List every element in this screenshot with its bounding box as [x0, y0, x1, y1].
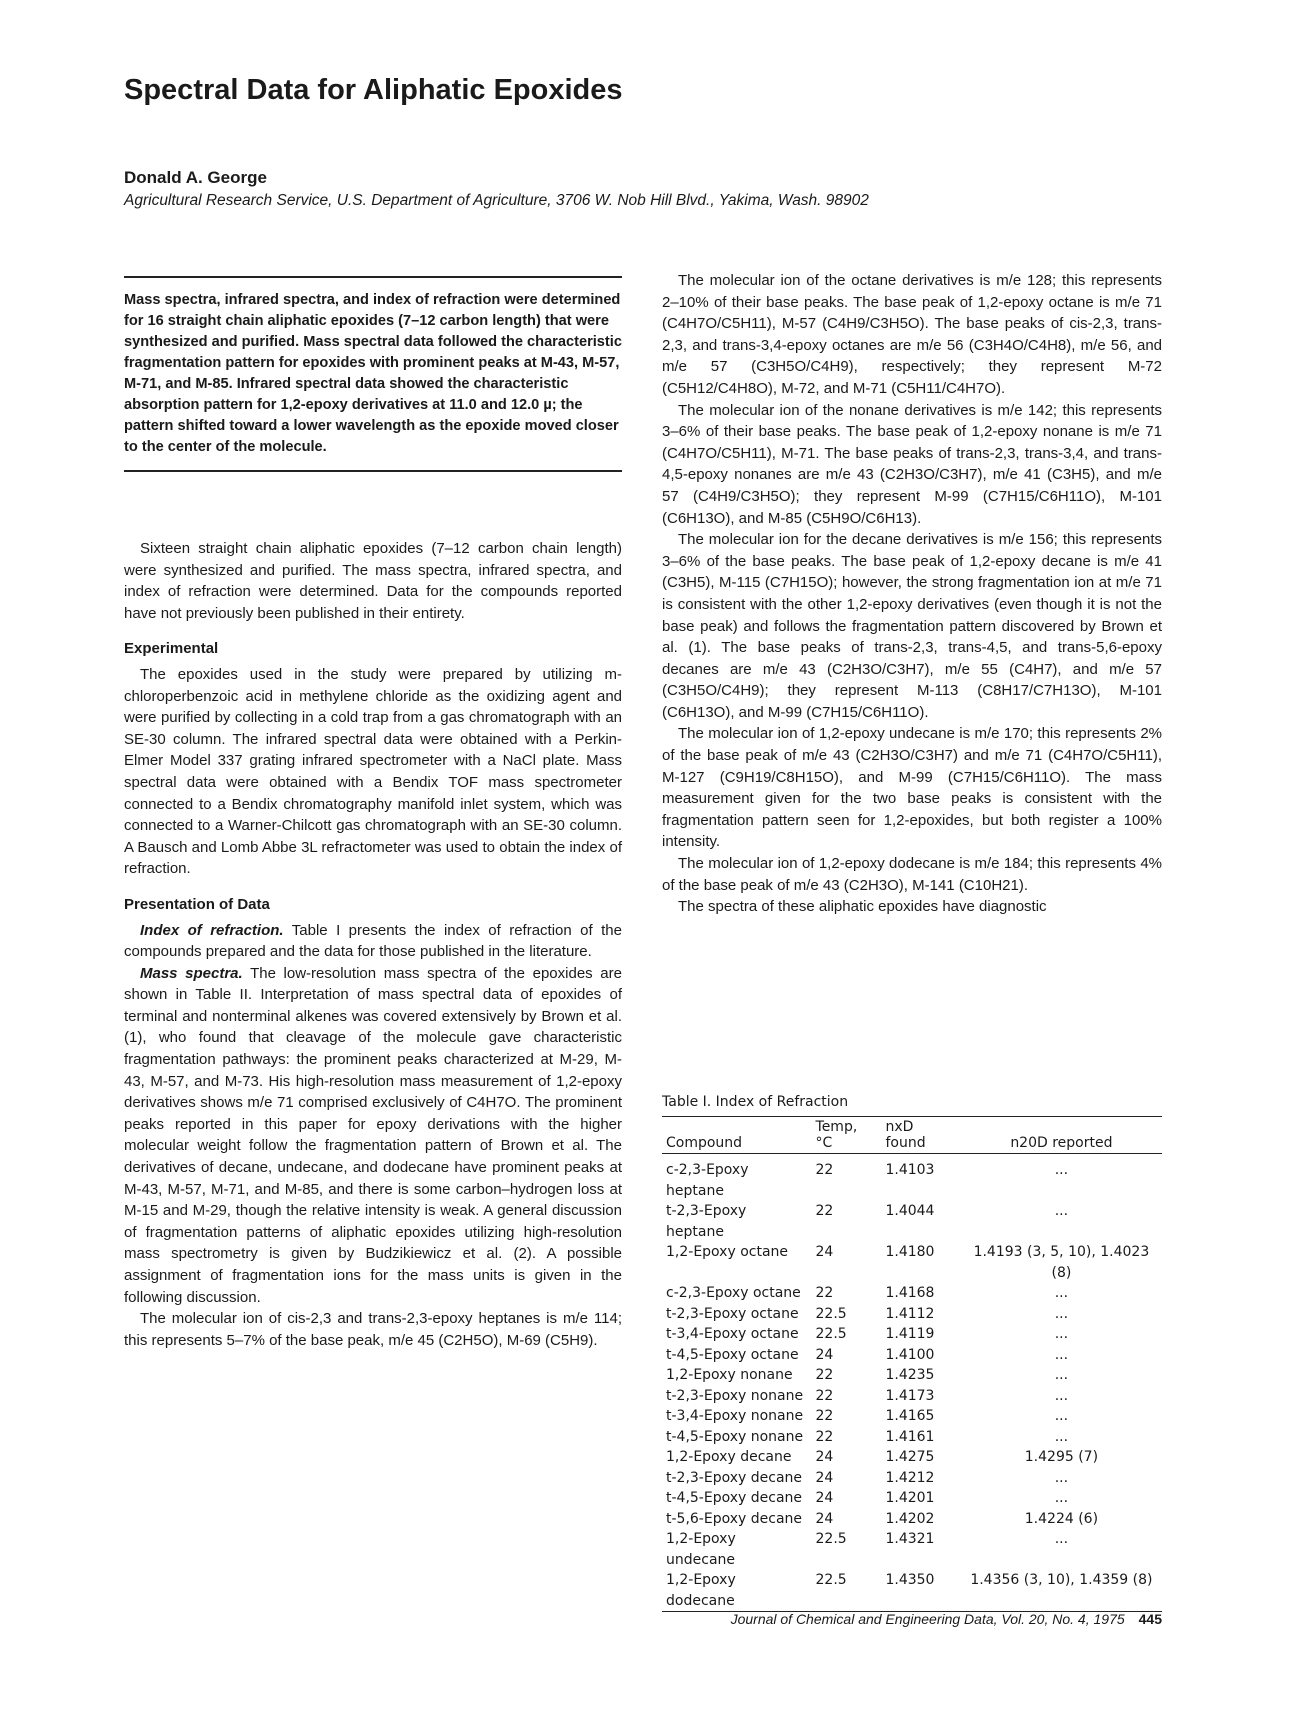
table-row [662, 1345, 1162, 1366]
cell-compound: 1,2-Epoxy undecane [666, 1531, 736, 1568]
cell-found: 1.4119 [885, 1326, 935, 1342]
cell-compound: t-3,4-Epoxy nonane [666, 1408, 804, 1424]
experimental-heading: Experimental [124, 640, 219, 658]
cell-temp: 22.5 [815, 1531, 847, 1547]
page-number: 445 [1138, 1611, 1162, 1627]
cell-reported: ... [1054, 1428, 1069, 1445]
nonane-paragraph: The molecular ion of the nonane derivatives is m/e 142; this represents 3–6% of their base peaks. The base peak of 1,2-epoxy nonane is m/e 71 (C4H7O/C5H11), M-71. The base peaks of trans-2,3, trans-3,4, and trans-4,5-epoxy nonanes are m/e 43 (C2H3O/C3H7), m/e 41 (C3H5), and m/e 57 (C4H9/C3H5O); they represent M-99 (C7H15/C6H11O), M-101 (C6H13O), and M-85 (C5H9O/C6H13). [662, 401, 1162, 527]
heptane-paragraph: The molecular ion of cis-2,3 and trans-2,3-epoxy heptanes is m/e 114; this represents 5–7% of the base peak, m/e 45 (C2H5O), M-69 (C5H9). [124, 1310, 622, 1349]
cell-found: 1.4235 [885, 1367, 935, 1383]
undecane-paragraph: The molecular ion of 1,2-epoxy undecane is m/e 170; this represents 2% of the base peak of m/e 43 (C2H3O/C3H7) and m/e 71 (C4H7O/C5H11), M-127 (C9H19/C8H15O), and M-99 (C7H15/C6H11O). The mass measurement given for the two base peaks is consistent with the fragmentation pattern seen for 1,2-epoxides, but both register a 100% intensity. [662, 725, 1162, 851]
cell-reported: 1.4356 (3, 10), 1.4359 (8) [970, 1572, 1153, 1588]
table-row [662, 1365, 1162, 1386]
cell-found: 1.4168 [885, 1285, 935, 1301]
header-found: nxD found [885, 1119, 926, 1151]
octane-paragraph: The molecular ion of the octane derivatives is m/e 128; this represents 2–10% of their base peaks. The base peak of 1,2-epoxy octane is m/e 71 (C4H7O/C5H11), M-57 (C4H9/C3H5O). The base peaks of cis-2,3, trans-2,3, and trans-3,4-epoxy octanes are m/e 56 (C3H4O/C4H8), m/e 56, and m/e 57 (C3H5O/C4H9), respectively; they represent M-72 (C5H12/C4H8O), M-72, and M-71 (C5H11/C4H7O). [662, 272, 1162, 397]
decane-paragraph: The molecular ion for the decane derivatives is m/e 156; this represents 3–6% of the base peaks. The base peak of 1,2-epoxy decane is m/e 41 (C3H5), M-115 (C7H15O); however, the strong fragmentation ion at m/e 71 is consistent with the other 1,2-epoxy derivatives (even though it is not the base peak) and follows the fragmentation pattern discovered by Brown et al. (1). The base peaks of trans-2,3, trans-4,5, and trans-5,6-epoxy decanes are m/e 43 (C2H3O/C3H7), m/e 55 (C4H7), and m/e 57 (C3H5O/C4H9); they represent M-113 (C8H17/C7H13O), M-101 (C6H13O), and M-99 (C7H15/C6H11O). [662, 531, 1162, 721]
table-row [662, 1154, 1162, 1202]
header-reported: n20D reported [1010, 1135, 1113, 1151]
cell-temp: 22.5 [815, 1305, 847, 1322]
cell-reported: ... [1054, 1203, 1069, 1219]
index-paragraph [124, 920, 622, 963]
cell-compound: 1,2-Epoxy nonane [666, 1367, 793, 1383]
cell-temp: 24 [815, 1449, 834, 1465]
mass-text: The low-resolution mass spectra of the epoxides are shown in Table II. Interpretation of mass spectral data of epoxides of terminal and nonterminal alkenes was covered extensively by Brown et al. (1), who found that cleavage of the molecule gave characteristic fragmentation pathways: the prominent peaks characterized at M-29, M-43, M-57, and M-73. His high-resolution mass measurement of 1,2-epoxy derivatives shows m/e 71 comprised exclusively of C4H7O. The prominent peaks reported in this paper for epoxy derivations with the higher molecular weight follow the fragmentation pattern of Brown et al. The derivatives of decane, undecane, and dodecane have prominent peaks at M-43, M-57, M-71, and M-85, and there is some carbon–hydrogen loss at M-15 and M-29, though the relative intensity is weak. A general discussion of fragmentation patterns of aliphatic epoxides utilizing high-resolution mass spectrometry is given by Budzikiewicz et al. (2). A possible assignment of fragmentation ions for the mass units is given in the following discussion. [124, 964, 622, 1306]
cell-compound: t-2,3-Epoxy nonane [666, 1387, 804, 1404]
cell-compound: t-2,3-Epoxy octane [666, 1305, 799, 1322]
cell-temp: 22.5 [815, 1326, 847, 1342]
table-row [662, 1509, 1162, 1530]
header-temp: Temp, °C [815, 1119, 858, 1151]
cell-compound: c-2,3-Epoxy octane [666, 1285, 801, 1301]
cell-found: 1.4112 [885, 1305, 935, 1322]
table-caption: Table I. Index of Refraction [662, 1094, 849, 1110]
table-row [662, 1324, 1162, 1345]
author-affiliation: Agricultural Research Service, U.S. Department of Agriculture, 3706 W. Nob Hill Blvd., Yakima, Wash. 98902 [124, 192, 869, 209]
cell-temp: 22 [815, 1387, 834, 1404]
cell-found: 1.4201 [885, 1490, 935, 1506]
cell-found: 1.4180 [885, 1244, 935, 1260]
cell-found: 1.4212 [885, 1469, 935, 1486]
cell-reported: ... [1054, 1469, 1069, 1486]
table-row [662, 1386, 1162, 1407]
table-header-row [662, 1117, 1162, 1154]
cell-found: 1.4173 [885, 1387, 935, 1404]
cell-reported: 1.4224 (6) [1024, 1510, 1099, 1527]
cell-found: 1.4044 [885, 1203, 935, 1219]
table-row [662, 1427, 1162, 1448]
cell-reported: ... [1054, 1408, 1069, 1424]
cell-reported: ... [1054, 1285, 1069, 1301]
table-row [662, 1488, 1162, 1509]
presentation-heading: Presentation of Data [124, 895, 270, 913]
cell-compound: 1,2-Epoxy octane [666, 1244, 789, 1260]
mass-runin-heading: Mass spectra. [140, 964, 243, 982]
cell-reported: ... [1054, 1326, 1069, 1342]
author-name: Donald A. George [124, 168, 267, 187]
cell-reported: ... [1054, 1387, 1069, 1404]
cell-compound: t-3,4-Epoxy octane [666, 1326, 799, 1342]
cell-reported: 1.4193 (3, 5, 10), 1.4023 (8) [973, 1244, 1150, 1281]
index-runin-heading: Index of refraction. [140, 921, 284, 939]
cell-compound: 1,2-Epoxy dodecane [666, 1572, 736, 1609]
cell-temp: 24 [815, 1346, 834, 1363]
introduction [124, 538, 622, 624]
table-row [662, 1468, 1162, 1489]
cell-reported: 1.4295 (7) [1024, 1449, 1099, 1465]
table-row [662, 1304, 1162, 1325]
cell-compound: t-2,3-Epoxy decane [666, 1469, 803, 1486]
cell-reported: ... [1054, 1367, 1069, 1383]
journal-citation: Journal of Chemical and Engineering Data, Vol. 20, No. 4, 1975 [730, 1611, 1125, 1627]
cell-temp: 24 [815, 1244, 834, 1260]
cell-found: 1.4100 [885, 1346, 935, 1363]
abstract: Mass spectra, infrared spectra, and index of refraction were determined for 16 straight chain aliphatic epoxides (7–12 carbon length) that were synthesized and purified. Mass spectral data followed the characteristic fragmentation pattern for epoxides with prominent peaks at M-43, M-57, M-71, and M-85. Infrared spectral data showed the characteristic absorption pattern for 1,2-epoxy derivatives at 11.0 and 12.0 µ; the pattern shifted toward a lower wavelength as the epoxide moved closer to the center of the molecule. [124, 276, 622, 472]
table-row [662, 1447, 1162, 1468]
left-column [124, 276, 622, 1351]
cell-temp: 24 [815, 1510, 834, 1527]
page-footer [662, 1611, 1162, 1627]
page-title: Spectral Data for Aliphatic Epoxides [124, 74, 623, 106]
cell-found: 1.4103 [885, 1162, 935, 1178]
cell-reported: ... [1054, 1531, 1069, 1547]
index-text: Table I presents the index of refraction of the compounds prepared and the data for those published in the literature. [124, 921, 622, 961]
cell-found: 1.4350 [885, 1572, 935, 1588]
experimental-paragraph: The epoxides used in the study were prepared by utilizing m-chloroperbenzoic acid in methylene chloride as the oxidizing agent and were purified by collecting in a cold trap from a gas chromatograph with an SE-30 column. The infrared spectral data were obtained with a Perkin-Elmer Model 337 grating infrared spectrometer with a NaCl plate. Mass spectral data were obtained with a Bendix TOF mass spectrometer connected to a Bendix chromatography manifold inlet system, which was connected to a Warner-Chilcott gas chromatograph with an SE-30 column. A Bausch and Lomb Abbe 3L refractometer was used to obtain the index of refraction. [124, 665, 622, 878]
cell-temp: 22.5 [815, 1572, 847, 1588]
refraction-table [662, 1116, 1162, 1612]
cell-temp: 22 [815, 1367, 834, 1383]
cell-compound: c-2,3-Epoxy heptane [666, 1162, 749, 1199]
cell-temp: 22 [815, 1203, 834, 1219]
cell-temp: 22 [815, 1285, 834, 1301]
cell-compound: t-5,6-Epoxy decane [666, 1510, 803, 1527]
header-compound: Compound [666, 1135, 743, 1151]
cell-reported: ... [1054, 1305, 1069, 1322]
table-row [662, 1242, 1162, 1283]
cell-reported: ... [1054, 1346, 1069, 1363]
diagnostic-paragraph: The spectra of these aliphatic epoxides have diagnostic [678, 898, 1047, 916]
cell-found: 1.4165 [885, 1408, 935, 1424]
table-row [662, 1406, 1162, 1427]
cell-found: 1.4161 [885, 1428, 935, 1445]
table-row [662, 1570, 1162, 1612]
cell-compound: t-2,3-Epoxy heptane [666, 1203, 747, 1240]
intro-paragraph: Sixteen straight chain aliphatic epoxides (7–12 carbon chain length) were synthesized and purified. The mass spectra, infrared spectra, and index of refraction were determined. Data for the compounds reported have not previously been published in their entirety. [124, 540, 622, 622]
table-row [662, 1201, 1162, 1242]
table-row [662, 1283, 1162, 1304]
mass-paragraph [124, 963, 622, 1309]
dodecane-paragraph: The molecular ion of 1,2-epoxy dodecane is m/e 184; this represents 4% of the base peak of m/e 43 (C2H3O), M-141 (C10H21). [662, 855, 1162, 894]
cell-found: 1.4202 [885, 1510, 935, 1527]
cell-reported: ... [1054, 1162, 1069, 1178]
refraction-table-block [662, 1094, 1162, 1612]
cell-found: 1.4275 [885, 1449, 935, 1465]
cell-temp: 24 [815, 1490, 834, 1506]
cell-temp: 22 [815, 1408, 834, 1424]
cell-compound: t-4,5-Epoxy octane [666, 1346, 799, 1363]
cell-temp: 22 [815, 1162, 834, 1178]
cell-compound: 1,2-Epoxy decane [666, 1449, 792, 1465]
cell-compound: t-4,5-Epoxy nonane [666, 1428, 804, 1445]
cell-temp: 24 [815, 1469, 834, 1486]
cell-found: 1.4321 [885, 1531, 935, 1547]
table-row [662, 1529, 1162, 1570]
cell-temp: 22 [815, 1428, 834, 1445]
cell-reported: ... [1054, 1490, 1069, 1506]
right-column [662, 270, 1162, 918]
cell-compound: t-4,5-Epoxy decane [666, 1490, 803, 1506]
